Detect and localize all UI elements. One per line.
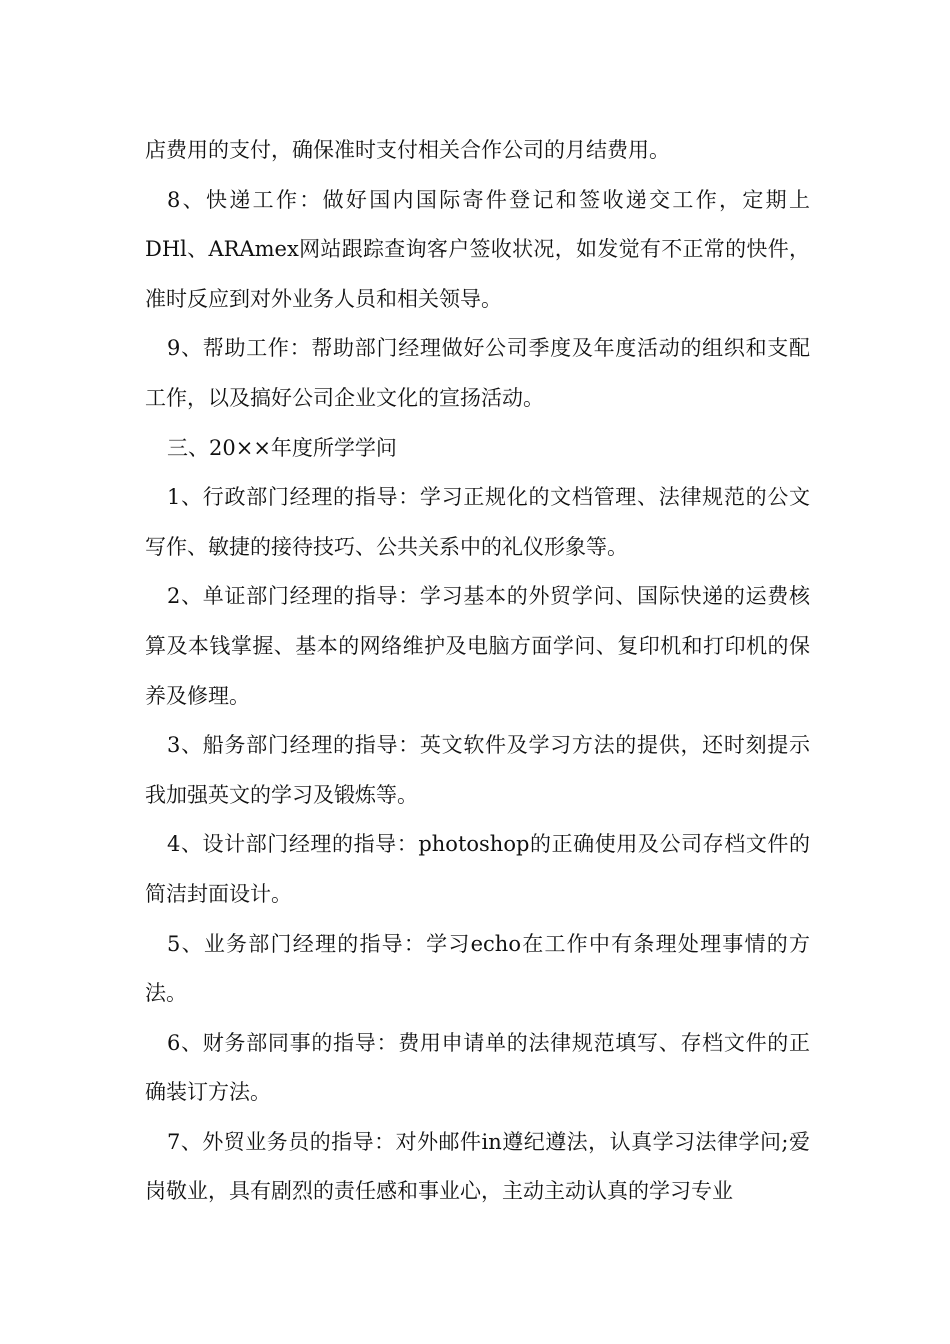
paragraph-learning-2: 2、单证部门经理的指导：学习基本的外贸学问、国际快递的运费核算及本钱掌握、基本的网络维护及电脑方面学问、复印机和打印机的保养及修理。 [145,584,810,708]
paragraph-learning-4: 4、设计部门经理的指导：photoshop的正确使用及公司存档文件的简洁封面设计。 [145,832,810,906]
section-heading: 三、20××年度所学学问 [167,435,397,460]
paragraph-learning-1: 1、行政部门经理的指导：学习正规化的文档管理、法律规范的公文写作、敏捷的接待技巧、公共关系中的礼仪形象等。 [145,485,810,559]
paragraph-item-9: 9、帮助工作：帮助部门经理做好公司季度及年度活动的组织和支配工作，以及搞好公司企业文化的宣扬活动。 [145,336,810,410]
paragraph-learning-5: 5、业务部门经理的指导：学习echo在工作中有条理处理事情的方法。 [145,931,810,1006]
paragraph-learning-6: 6、财务部同事的指导：费用申请单的法律规范填写、存档文件的正确装订方法。 [145,1030,810,1105]
paragraph-continuation: 店费用的支付，确保准时支付相关合作公司的月结费用。 [145,138,670,162]
paragraph-learning-3: 3、船务部门经理的指导：英文软件及学习方法的提供，还时刻提示我加强英文的学习及锻炼等。 [145,733,810,807]
document-body [145,126,810,1217]
paragraph-learning-7: 7、外贸业务员的指导：对外邮件in遵纪遵法，认真学习法律学问;爱岗敬业，具有剧烈的责任感和事业心，主动主动认真的学习专业 [145,1129,810,1204]
paragraph-item-8: 8、快递工作：做好国内国际寄件登记和签收递交工作，定期上DHl、ARAmex网站跟踪查询客户签收状况，如发觉有不正常的快件，准时反应到对外业务人员和相关领导。 [145,187,810,311]
